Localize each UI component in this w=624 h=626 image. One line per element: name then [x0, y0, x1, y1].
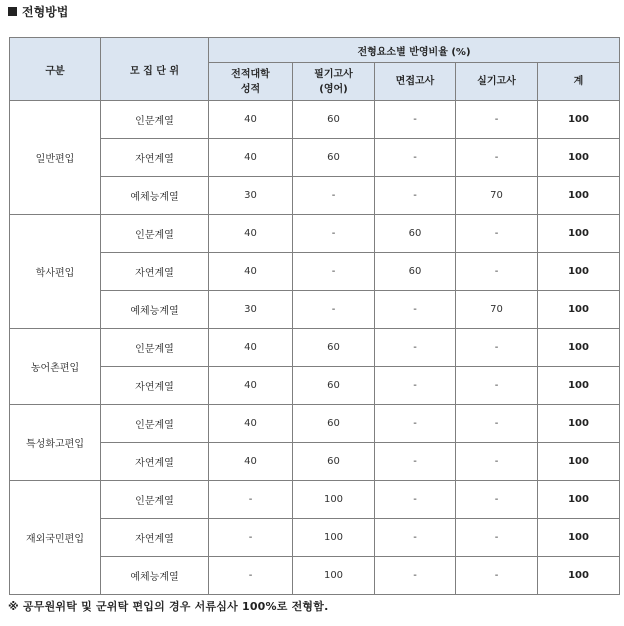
ratio-cell: - — [456, 481, 538, 519]
table-row — [10, 443, 620, 481]
table-row — [10, 101, 620, 139]
ratio-cell: - — [456, 329, 538, 367]
total-cell: 100 — [538, 329, 620, 367]
ratio-cell: 40 — [209, 329, 293, 367]
ratio-cell: - — [375, 139, 456, 177]
header-group-ratio: 전형요소별 반영비율 (%) — [209, 38, 620, 63]
total-cell: 100 — [538, 139, 620, 177]
total-cell: 100 — [538, 291, 620, 329]
unit-label: 인문계열 — [101, 481, 209, 519]
total-cell: 100 — [538, 481, 620, 519]
section-title — [8, 2, 68, 20]
ratio-cell: - — [375, 177, 456, 215]
ratio-cell: 70 — [456, 291, 538, 329]
ratio-cell: - — [375, 519, 456, 557]
unit-label: 자연계열 — [101, 443, 209, 481]
ratio-cell: - — [456, 139, 538, 177]
ratio-cell: 100 — [293, 557, 375, 595]
table-row — [10, 557, 620, 595]
table-row — [10, 329, 620, 367]
unit-label: 예체능계열 — [101, 291, 209, 329]
ratio-cell: - — [293, 253, 375, 291]
table-row — [10, 253, 620, 291]
ratio-cell: 40 — [209, 253, 293, 291]
table-row — [10, 481, 620, 519]
ratio-cell: 60 — [375, 253, 456, 291]
group-label: 특성화고편입 — [10, 405, 101, 481]
header-subcol-4: 계 — [538, 63, 620, 101]
ratio-cell: - — [209, 557, 293, 595]
ratio-cell: 40 — [209, 443, 293, 481]
ratio-cell: - — [456, 101, 538, 139]
group-label: 학사편입 — [10, 215, 101, 329]
ratio-cell: 40 — [209, 215, 293, 253]
ratio-cell: 70 — [456, 177, 538, 215]
group-label: 농어촌편입 — [10, 329, 101, 405]
table-row — [10, 215, 620, 253]
unit-label: 자연계열 — [101, 139, 209, 177]
ratio-cell: - — [375, 557, 456, 595]
ratio-cell: 60 — [293, 405, 375, 443]
total-cell: 100 — [538, 215, 620, 253]
header-subcol-2: 면접고사 — [375, 63, 456, 101]
ratio-cell: - — [456, 215, 538, 253]
footnote: ※ 공무원위탁 및 군위탁 편입의 경우 서류심사 100%로 전형함. — [8, 600, 329, 613]
admission-method-table — [9, 37, 620, 595]
total-cell: 100 — [538, 557, 620, 595]
ratio-cell: - — [456, 405, 538, 443]
header-unit: 모 집 단 위 — [101, 38, 209, 101]
ratio-cell: - — [375, 367, 456, 405]
group-label: 재외국민편입 — [10, 481, 101, 595]
ratio-cell: 40 — [209, 367, 293, 405]
table-row — [10, 139, 620, 177]
total-cell: 100 — [538, 253, 620, 291]
ratio-cell: - — [456, 367, 538, 405]
unit-label: 인문계열 — [101, 405, 209, 443]
ratio-cell: 30 — [209, 291, 293, 329]
ratio-cell: - — [209, 519, 293, 557]
ratio-cell: - — [375, 443, 456, 481]
total-cell: 100 — [538, 367, 620, 405]
ratio-cell: - — [375, 329, 456, 367]
ratio-cell: - — [293, 177, 375, 215]
total-cell: 100 — [538, 519, 620, 557]
ratio-cell: - — [293, 291, 375, 329]
ratio-cell: 60 — [293, 443, 375, 481]
square-bullet-icon — [8, 7, 17, 16]
group-label: 일반편입 — [10, 101, 101, 215]
header-subcol-1: 필기고사 (영어) — [293, 63, 375, 101]
ratio-cell: 40 — [209, 139, 293, 177]
table-row — [10, 519, 620, 557]
unit-label: 자연계열 — [101, 367, 209, 405]
total-cell: 100 — [538, 405, 620, 443]
ratio-cell: - — [375, 291, 456, 329]
table-row — [10, 177, 620, 215]
table-row — [10, 291, 620, 329]
unit-label: 예체능계열 — [101, 557, 209, 595]
ratio-cell: - — [209, 481, 293, 519]
unit-label: 예체능계열 — [101, 177, 209, 215]
ratio-cell: 40 — [209, 405, 293, 443]
ratio-cell: - — [456, 519, 538, 557]
unit-label: 자연계열 — [101, 253, 209, 291]
header-category: 구분 — [10, 38, 101, 101]
ratio-cell: 100 — [293, 481, 375, 519]
ratio-cell: 60 — [293, 367, 375, 405]
ratio-cell: - — [375, 405, 456, 443]
header-subcol-0: 전적대학 성적 — [209, 63, 293, 101]
table-row — [10, 405, 620, 443]
total-cell: 100 — [538, 443, 620, 481]
total-cell: 100 — [538, 101, 620, 139]
ratio-cell: - — [375, 481, 456, 519]
unit-label: 자연계열 — [101, 519, 209, 557]
ratio-cell: 60 — [293, 101, 375, 139]
unit-label: 인문계열 — [101, 329, 209, 367]
ratio-cell: 60 — [375, 215, 456, 253]
section-title-text: 전형방법 — [22, 4, 69, 19]
ratio-cell: 60 — [293, 329, 375, 367]
table-row — [10, 367, 620, 405]
unit-label: 인문계열 — [101, 101, 209, 139]
total-cell: 100 — [538, 177, 620, 215]
ratio-cell: 100 — [293, 519, 375, 557]
unit-label: 인문계열 — [101, 215, 209, 253]
ratio-cell: - — [456, 443, 538, 481]
ratio-cell: - — [375, 101, 456, 139]
ratio-cell: - — [456, 253, 538, 291]
ratio-cell: 40 — [209, 101, 293, 139]
ratio-cell: 60 — [293, 139, 375, 177]
ratio-cell: - — [293, 215, 375, 253]
header-subcol-3: 실기고사 — [456, 63, 538, 101]
ratio-cell: 30 — [209, 177, 293, 215]
ratio-cell: - — [456, 557, 538, 595]
